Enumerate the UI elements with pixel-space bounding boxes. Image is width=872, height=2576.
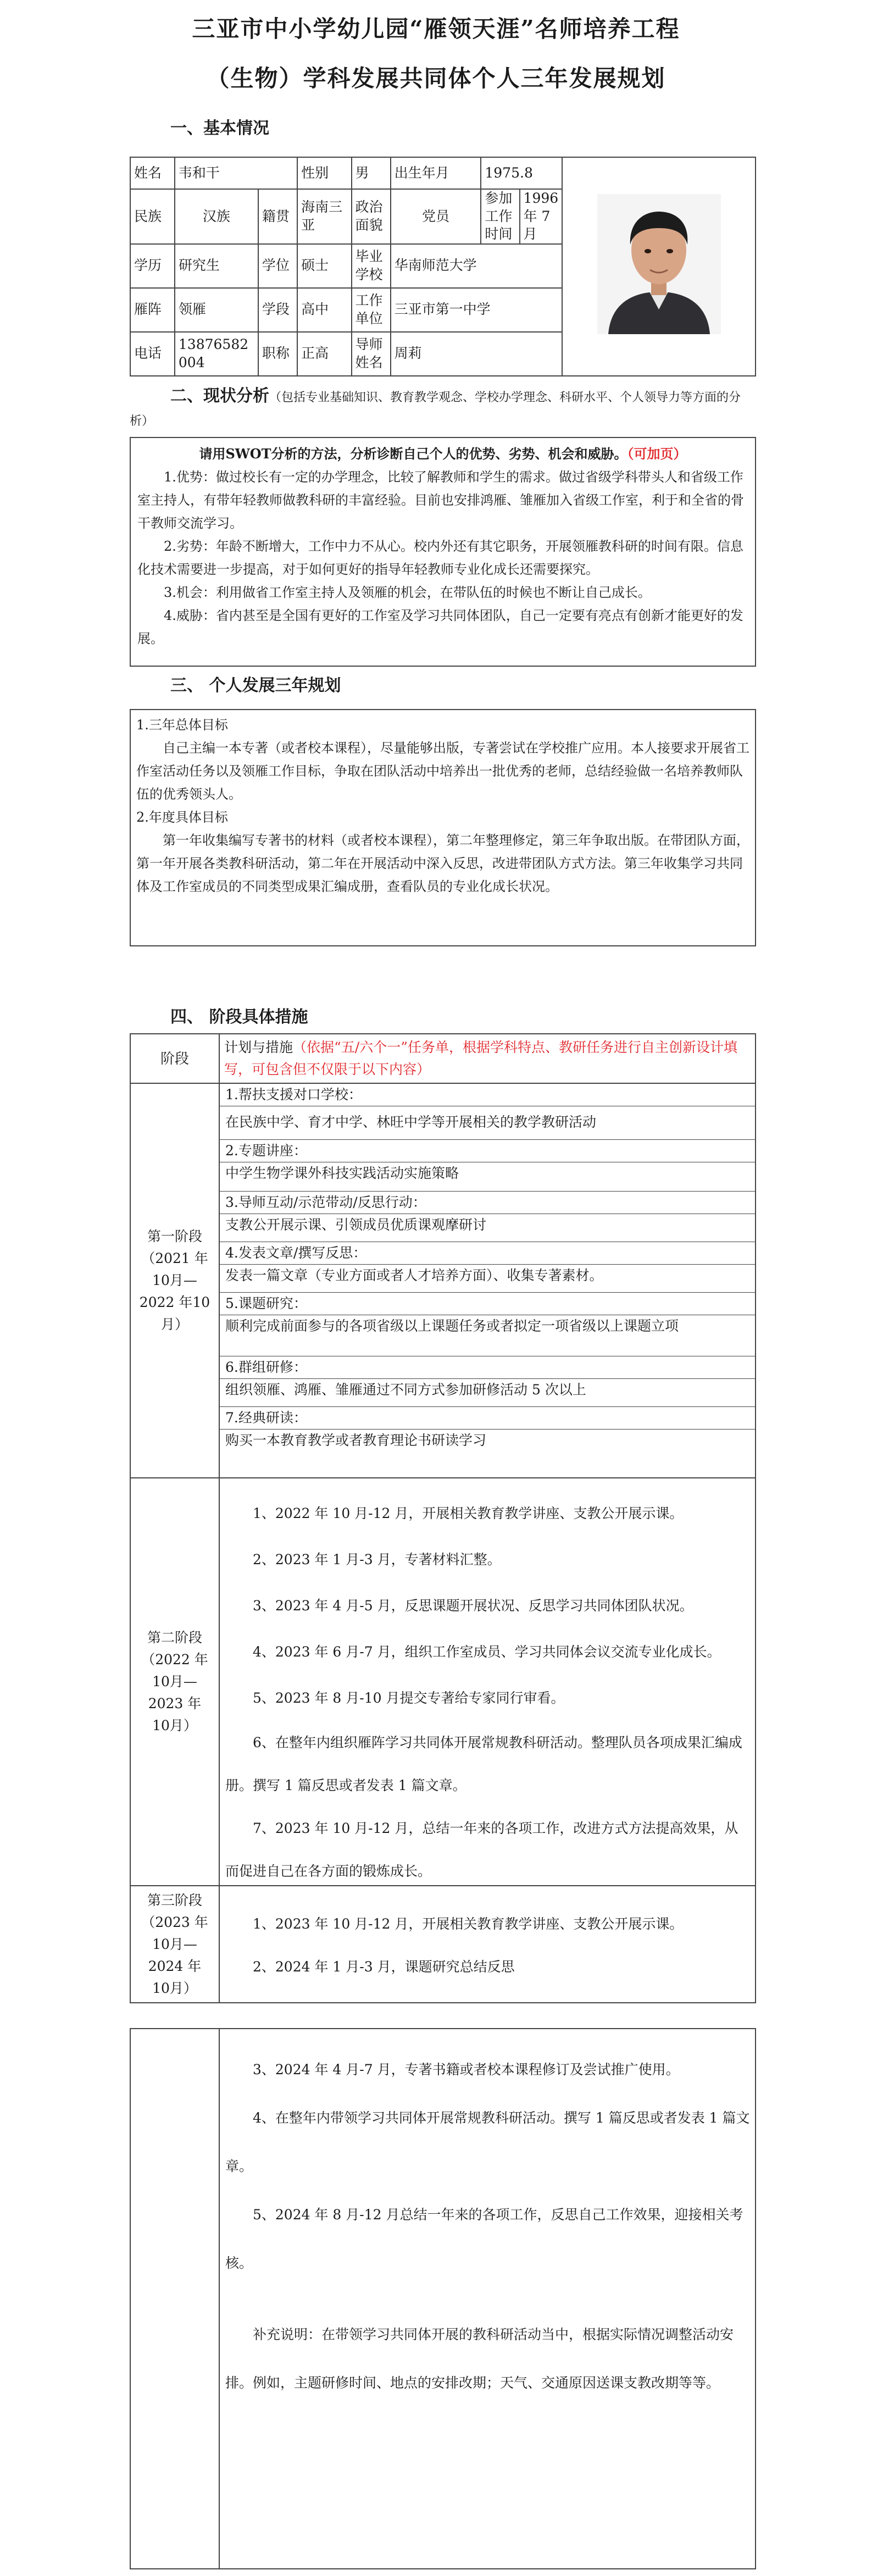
stage1-item5-head: 5.课题研究： [225,1295,307,1311]
stage1-item7-head: 7.经典研读： [225,1410,307,1426]
section-measures-heading: 四、 阶段具体措施 [170,1007,308,1027]
measures-table [130,1033,756,2003]
col-plan-note: （依据“五/六个一”任务单，根据学科特点、教研任务进行自主创新设计填写，可包含但不仅限于以下内容） [224,1039,738,1077]
politics-value: 党员 [391,189,481,244]
stage3-item3: 3、2024 年 4 月-7 月，专著书籍或者校本课程修订及尝试推广使用。 [253,2062,680,2078]
swot-threat: 4.威胁：省内甚至是全国有更好的工作室及学习共同体团队，自己一定要有亮点有创新才能更好的发展。 [137,608,743,646]
section-status-note: （包括专业基础知识、教育教学观念、学校办学理念、科研水平、个人领导力等方面的分析） [130,391,741,428]
name-value: 韦和干 [175,157,297,189]
degree-value: 硕士 [297,244,351,288]
stage2-item4: 4、2023 年 6 月-7 月，组织工作室成员、学习共同体会议交流专业化成长。 [253,1644,721,1660]
phone-value: 13876582004 [175,332,258,376]
stage3-item2: 2、2024 年 1 月-3 月，课题研究总结反思 [253,1959,515,1975]
edu-label: 学历 [130,244,175,288]
swot-intro-line [137,442,748,466]
stage2-item7: 7、2023 年 10 月-12 月，总结一年来的各项工作，改进方式方法提高效果，从而促进自己在各方面的锻炼成长。 [225,1820,738,1879]
politics-label: 政治面貌 [352,189,391,244]
swot-intro: 请用SWOT分析的方法，分析诊断自己个人的优势、劣势、机会和威胁。 [199,446,627,462]
name-label: 姓名 [130,157,175,189]
unit-label: 工作单位 [352,288,391,332]
stage1-item5-body: 顺利完成前面参与的各项省级以上课题任务或者拟定一项省级以上课题立项 [225,1318,679,1334]
stage2-cell [131,1478,219,1885]
school-label: 毕业学校 [352,244,391,288]
origin-label: 籍贯 [258,189,297,244]
phone-label: 电话 [130,332,175,376]
origin-value: 海南三亚 [297,189,351,244]
col-plan-label: 计划与措施 [224,1039,293,1055]
section-basic-heading: 一、基本情况 [170,119,269,138]
stage2-item3: 3、2023 年 4 月-5 月，反思课题开展状况、反思学习共同体团队状况。 [253,1598,693,1614]
stage1-cell [131,1084,219,1477]
stage1-item6-head: 6.群组研修： [225,1359,307,1375]
portrait-photo [597,194,721,334]
stage1-item6-body: 组织领雁、鸿雁、雏雁通过不同方式参加研修活动 5 次以上 [225,1382,586,1398]
work-time-label: 参加工作时间 [481,189,519,244]
document-title-line1: 三亚市中小学幼儿园“雁领天涯”名师培养工程 [192,15,680,42]
stage1-item1-head: 1.帮扶支援对口学校： [225,1087,362,1103]
stage1-item2-body: 中学生物学课外科技实践活动实施策略 [225,1165,459,1181]
unit-value: 三亚市第一中学 [391,288,563,332]
team-value: 领雁 [175,288,258,332]
stage3-item5: 5、2024 年 8 月-12 月总结一年来的各项工作，反思自己工作效果，迎接相关考核。 [225,2207,743,2271]
birth-label: 出生年月 [391,157,481,189]
stage3-label: 第三阶段（2023 年 10月—2024 年 10月） [141,1892,208,1996]
stage3-item4: 4、在整年内带领学习共同体开展常规教科研活动。撰写 1 篇反思或者发表 1 篇文章。 [225,2110,750,2174]
stage1-items [220,1084,755,1462]
degree-label: 学位 [258,244,297,288]
stage2-label: 第二阶段（2022 年 10月—2023 年 10月） [141,1630,208,1733]
birth-value: 1975.8 [481,157,562,189]
swot-opportunity: 3.机会：利用做省工作室主持人及领雁的机会，在带队伍的时候也不断让自己成长。 [164,585,651,600]
section-status-heading-wrap [130,385,756,434]
gender-label: 性别 [297,157,351,189]
stage-label: 学段 [258,288,297,332]
title-label: 职称 [258,332,297,376]
basic-info-table [130,157,756,376]
stage1-item3-body: 支教公开展示课、引领成员优质课观摩研讨 [225,1217,487,1233]
three-year-box [130,709,756,946]
swot-box [130,437,756,667]
mentor-value: 周莉 [391,332,563,376]
annual-title: 2.年度具体目标 [136,810,228,825]
section-status-heading: 二、现状分析 [170,386,269,406]
annual-text: 第一年收集编写专著书的材料（或者校本课程），第二年整理修定，第三年争取出版。在带团队方面，第一年开展各类教科研活动，第二年在开展活动中深入反思，改进带团队方式方法。第三年收集学习共同体及工作室成员的不同类型成果汇编成册，查看队员的专业化成长状况。 [136,833,749,894]
goal-text: 自己主编一本专著（或者校本课程），尽量能够出版，专著尝试在学校推广应用。本人接要求开展省工作室活动任务以及领雁工作目标，争取在团队活动中培养出一批优秀的老师，总结经验做一名培养教师队伍的优秀领头人。 [136,740,749,802]
stage1-item4-body: 发表一篇文章（专业方面或者人才培养方面）、收集专著素材。 [225,1267,603,1283]
stage2-item6: 6、在整年内组织雁阵学习共同体开展常规教科研活动。整理队员各项成果汇编成册。撰写 1 篇反思或者发表 1 篇文章。 [225,1735,742,1793]
measures-table-continued [130,2028,756,2569]
work-time-value: 1996 年 7月 [520,189,563,244]
stage3-items [225,1903,750,1988]
supplementary-note: 补充说明：在带领学习共同体开展的教科研活动当中，根据实际情况调整活动安排。例如，主题研修时间、地点的安排改期；天气、交通原因送课支教改期等等。 [225,2326,734,2391]
ethnic-value: 汉族 [175,189,258,244]
stage2-items [225,1491,750,1893]
ethnic-label: 民族 [130,189,175,244]
swot-intro-note: （可加页） [627,446,687,462]
team-label: 雁阵 [130,288,175,332]
swot-strength: 1.优势：做过校长有一定的办学理念，比较了解教师和学生的需求。做过省级学科带头人和省级工作室主持人，有带年轻教师做教科研的丰富经验。目前也安排鸿雁、雏雁加入省级工作室，利于和全省的骨干教师交流学习。 [137,469,744,531]
stage2-item2: 2、2023 年 1 月-3 月，专著材料汇整。 [253,1552,501,1567]
stage3-cell [131,1886,219,2002]
swot-weakness: 2.劣势：年龄不断增大，工作中力不从心。校内外还有其它职务，开展领雁教科研的时间有限。信息化技术需要进一步提高，对于如何更好的指导年轻教师专业化成长还需要探究。 [137,539,743,577]
stage2-item1: 1、2022 年 10 月-12 月，开展相关教育教学讲座、支教公开展示课。 [253,1505,684,1521]
stage1-item3-head: 3.导师互动/示范带动/反思行动： [225,1194,426,1210]
col-plan-header [224,1037,746,1081]
stage1-label: 第一阶段（2021 年 10月—2022 年10月） [139,1228,210,1332]
gender-value: 男 [352,157,391,189]
title-value: 正高 [297,332,351,376]
stage1-item2-head: 2.专题讲座： [225,1143,307,1159]
edu-value: 研究生 [175,244,258,288]
mentor-label: 导师姓名 [352,332,391,376]
col-stage-header: 阶段 [160,1051,189,1067]
photo-cell [562,157,756,376]
stage3-item1: 1、2023 年 10 月-12 月，开展相关教育教学讲座、支教公开展示课。 [253,1916,684,1932]
stage-value: 高中 [297,288,351,332]
stage2-item5: 5、2023 年 8 月-10 月提交专著给专家同行审看。 [253,1690,565,1706]
stage3-cont-items [225,2046,750,2407]
document-title-line2: （生物）学科发展共同体个人三年发展规划 [206,65,666,92]
stage1-item1-body: 在民族中学、育才中学、林旺中学等开展相关的教学教研活动 [225,1114,597,1130]
goal-title: 1.三年总体目标 [136,717,228,733]
stage1-item7-body: 购买一本教育教学或者教育理论书研读学习 [225,1432,487,1448]
school-value: 华南师范大学 [391,244,563,288]
section-plan-heading: 三、 个人发展三年规划 [170,676,341,695]
stage1-item4-head: 4.发表文章/撰写反思： [225,1245,367,1261]
